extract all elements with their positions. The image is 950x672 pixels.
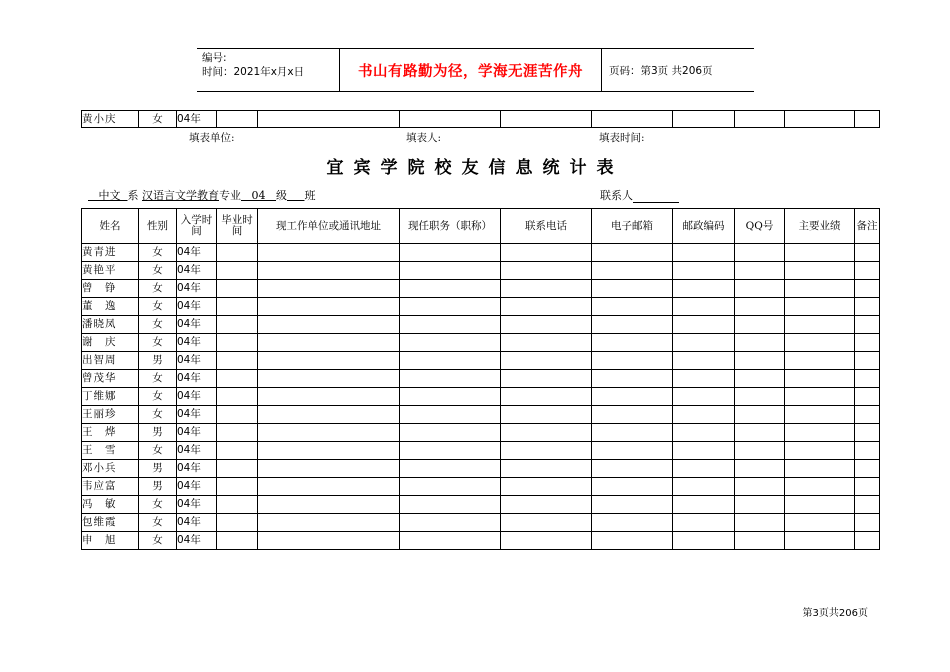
cell-empty — [400, 478, 501, 496]
motto-text: 书山有路勤为径，学海无涯苦作舟 — [358, 63, 583, 80]
cell-sex: 女 — [139, 262, 177, 280]
cell-enroll-year: 04年 — [177, 280, 217, 298]
cell-empty — [501, 388, 592, 406]
cell-empty — [400, 406, 501, 424]
cell-empty — [400, 262, 501, 280]
cell-empty — [673, 352, 735, 370]
cell-empty — [217, 316, 258, 334]
cell-empty — [735, 316, 785, 334]
table-row — [82, 370, 880, 388]
cell-empty — [258, 111, 400, 128]
cell-enroll-year: 04年 — [177, 496, 217, 514]
column-header: 电子邮箱 — [592, 209, 673, 244]
cell-empty — [673, 334, 735, 352]
major-suffix: 专业 — [219, 189, 241, 202]
cell-empty — [217, 406, 258, 424]
cell-empty — [217, 514, 258, 532]
cell-enroll-year: 04年 — [177, 334, 217, 352]
cell-empty — [592, 334, 673, 352]
page-code: 页码：第3页 共206页 — [609, 64, 713, 77]
cell-empty — [258, 478, 400, 496]
cell-enroll-year: 04年 — [177, 298, 217, 316]
cell-name: 黄青进 — [82, 244, 139, 262]
cell-empty — [258, 532, 400, 550]
cell-empty — [673, 262, 735, 280]
cell-empty — [785, 262, 855, 280]
cell-empty — [735, 280, 785, 298]
cell-empty — [592, 478, 673, 496]
cell-empty — [501, 111, 592, 128]
cell-sex: 女 — [139, 370, 177, 388]
table-row — [82, 244, 880, 262]
cell-empty — [785, 334, 855, 352]
cell-empty — [735, 370, 785, 388]
cell-empty — [735, 478, 785, 496]
cell-sex: 男 — [139, 424, 177, 442]
cell-sex: 女 — [139, 334, 177, 352]
cell-name: 王丽珍 — [82, 406, 139, 424]
cell-empty — [217, 298, 258, 316]
cell-empty — [592, 316, 673, 334]
cell-empty — [258, 244, 400, 262]
cell-empty — [400, 352, 501, 370]
cell-enroll-year: 04年 — [177, 424, 217, 442]
meta-line — [88, 187, 315, 203]
cell-empty — [785, 388, 855, 406]
cell-empty — [258, 352, 400, 370]
cell-empty — [673, 532, 735, 550]
cell-empty — [673, 298, 735, 316]
table-row — [82, 532, 880, 550]
cell-enroll-year: 04年 — [177, 316, 217, 334]
cell-name: 董 逸 — [82, 298, 139, 316]
cell-empty — [785, 370, 855, 388]
cell-empty — [592, 496, 673, 514]
cell-empty — [501, 334, 592, 352]
cell-empty — [592, 460, 673, 478]
cell-empty — [785, 532, 855, 550]
cell-empty — [592, 244, 673, 262]
header-left — [202, 51, 304, 79]
cell-empty — [501, 280, 592, 298]
cell-empty — [217, 280, 258, 298]
cell-empty — [217, 334, 258, 352]
cell-sex: 女 — [139, 244, 177, 262]
cell-name: 王 雪 — [82, 442, 139, 460]
cell-empty — [592, 532, 673, 550]
cell-name: 黄艳平 — [82, 262, 139, 280]
column-header: 邮政编码 — [673, 209, 735, 244]
cell-sex: 女 — [139, 442, 177, 460]
cell-empty — [735, 442, 785, 460]
cell-sex: 男 — [139, 460, 177, 478]
class-suffix: 班 — [304, 189, 316, 202]
cell-empty — [592, 111, 673, 128]
cell-empty — [855, 424, 880, 442]
cell-empty — [592, 442, 673, 460]
cell-empty — [785, 406, 855, 424]
fill-time-label: 填表时间: — [599, 132, 645, 144]
cell-sex: 女 — [139, 496, 177, 514]
cell-sex: 女 — [139, 514, 177, 532]
table-row — [82, 442, 880, 460]
cell-empty — [785, 478, 855, 496]
column-header: 现任职务（职称） — [400, 209, 501, 244]
cell-name: 冯 敏 — [82, 496, 139, 514]
number-label: 编号: — [202, 52, 227, 64]
cell-empty — [592, 370, 673, 388]
cell-empty — [501, 424, 592, 442]
cell-name: 出智周 — [82, 352, 139, 370]
cell-empty — [400, 111, 501, 128]
cell-empty — [735, 262, 785, 280]
contact-label: 联系人 — [600, 189, 633, 202]
cell-empty — [673, 406, 735, 424]
cell-empty — [501, 460, 592, 478]
cell-empty — [785, 514, 855, 532]
cell-empty — [673, 244, 735, 262]
cell-empty — [400, 388, 501, 406]
table-row — [82, 352, 880, 370]
cell-empty — [855, 388, 880, 406]
cell-empty — [785, 442, 855, 460]
cell-empty — [735, 388, 785, 406]
cell-empty — [673, 388, 735, 406]
cell-name: 韦应富 — [82, 478, 139, 496]
cell-empty — [592, 388, 673, 406]
cell-empty — [400, 334, 501, 352]
cell-empty — [855, 460, 880, 478]
cell-empty — [258, 370, 400, 388]
cell-empty — [400, 532, 501, 550]
cell-empty — [855, 280, 880, 298]
cell-empty — [855, 496, 880, 514]
cell-enroll-year: 04年 — [177, 370, 217, 388]
cell-empty — [785, 298, 855, 316]
cell-empty — [217, 370, 258, 388]
table-row — [82, 460, 880, 478]
cell-empty — [735, 334, 785, 352]
cell-empty — [217, 244, 258, 262]
cell-empty — [258, 514, 400, 532]
page-footer: 第3页共206页 — [802, 608, 868, 619]
cell-empty — [785, 496, 855, 514]
cell-empty — [258, 334, 400, 352]
cell-enroll-year: 04年 — [177, 460, 217, 478]
cell-enroll-year: 04年 — [177, 262, 217, 280]
cell-empty — [673, 316, 735, 334]
cell-empty — [258, 424, 400, 442]
cell-enroll-year: 04年 — [177, 532, 217, 550]
cell-empty — [217, 352, 258, 370]
grade-value: 04 — [251, 189, 266, 202]
table-row — [82, 496, 880, 514]
cell-empty — [855, 478, 880, 496]
cell-empty — [735, 111, 785, 128]
cell-empty — [673, 424, 735, 442]
column-header: 主要业绩 — [785, 209, 855, 244]
table-row — [82, 334, 880, 352]
cell-name: 潘晓凤 — [82, 316, 139, 334]
cell-empty — [592, 298, 673, 316]
cell-empty — [673, 370, 735, 388]
cell-empty — [785, 244, 855, 262]
cell-sex: 女 — [139, 280, 177, 298]
cell-name: 曾茂华 — [82, 370, 139, 388]
table-row — [82, 298, 880, 316]
cell-name: 王 烨 — [82, 424, 139, 442]
cell-empty — [501, 262, 592, 280]
table-row — [82, 388, 880, 406]
document-header — [197, 48, 754, 92]
cell-empty — [258, 460, 400, 478]
cell-empty — [735, 514, 785, 532]
fill-person-label: 填表人: — [406, 132, 442, 144]
cell-empty — [400, 496, 501, 514]
cell-empty — [501, 442, 592, 460]
column-header: 备注 — [855, 209, 880, 244]
cell-sex: 女 — [139, 111, 177, 128]
cell-empty — [735, 532, 785, 550]
cell-empty — [855, 334, 880, 352]
cell-empty — [217, 496, 258, 514]
grade-suffix: 级 — [276, 189, 287, 202]
cell-empty — [217, 111, 258, 128]
cell-empty — [855, 514, 880, 532]
cell-empty — [217, 424, 258, 442]
cell-empty — [785, 424, 855, 442]
cell-empty — [258, 496, 400, 514]
cell-enroll-year: 04年 — [177, 514, 217, 532]
cell-empty — [217, 442, 258, 460]
cell-empty — [501, 496, 592, 514]
dept-value: 中文 — [98, 189, 121, 202]
cell-empty — [855, 442, 880, 460]
table-header-row — [82, 209, 880, 244]
cell-sex: 男 — [139, 478, 177, 496]
column-header: 联系电话 — [501, 209, 592, 244]
cell-name: 申 旭 — [82, 532, 139, 550]
cell-empty — [785, 352, 855, 370]
time-label: 时间：2021年x月x日 — [202, 66, 305, 78]
cell-empty — [785, 280, 855, 298]
cell-empty — [855, 532, 880, 550]
table-row — [82, 478, 880, 496]
column-header: 性别 — [139, 209, 177, 244]
table-row — [82, 280, 880, 298]
cell-empty — [855, 352, 880, 370]
cell-enroll-year: 04年 — [177, 111, 217, 128]
cell-empty — [217, 478, 258, 496]
cell-empty — [673, 460, 735, 478]
table-row — [82, 514, 880, 532]
cell-empty — [400, 244, 501, 262]
cell-empty — [673, 478, 735, 496]
cell-empty — [785, 460, 855, 478]
cell-empty — [592, 406, 673, 424]
cell-empty — [673, 280, 735, 298]
cell-empty — [258, 316, 400, 334]
table-row — [82, 316, 880, 334]
major-value: 汉语言文学教育 — [142, 189, 219, 202]
cell-empty — [501, 352, 592, 370]
contact-field — [600, 187, 679, 203]
cell-enroll-year: 04年 — [177, 406, 217, 424]
cell-empty — [735, 460, 785, 478]
table-row — [82, 262, 880, 280]
cell-enroll-year: 04年 — [177, 442, 217, 460]
cell-empty — [735, 496, 785, 514]
cell-empty — [592, 262, 673, 280]
cell-sex: 女 — [139, 388, 177, 406]
cell-empty — [592, 280, 673, 298]
cell-empty — [501, 298, 592, 316]
page-title: 宜宾学院校友信息统计表 — [326, 158, 624, 178]
contact-blank — [633, 191, 679, 203]
alumni-table — [81, 208, 880, 550]
cell-empty — [258, 262, 400, 280]
cell-empty — [855, 406, 880, 424]
cell-empty — [400, 280, 501, 298]
cell-empty — [400, 442, 501, 460]
fill-unit-label: 填表单位: — [189, 132, 235, 144]
cell-empty — [501, 316, 592, 334]
cell-empty — [673, 496, 735, 514]
cell-name: 黄小庆 — [82, 111, 139, 128]
class-value — [287, 189, 304, 202]
table-row — [82, 406, 880, 424]
cell-name: 丁维娜 — [82, 388, 139, 406]
cell-empty — [258, 298, 400, 316]
cell-empty — [785, 316, 855, 334]
cell-empty — [673, 442, 735, 460]
cell-sex: 女 — [139, 532, 177, 550]
table-row — [82, 424, 880, 442]
cell-sex: 女 — [139, 298, 177, 316]
cell-empty — [501, 514, 592, 532]
cell-empty — [735, 424, 785, 442]
top-continuation-table — [81, 110, 880, 128]
cell-empty — [258, 280, 400, 298]
cell-empty — [258, 388, 400, 406]
cell-empty — [592, 352, 673, 370]
cell-empty — [217, 262, 258, 280]
cell-empty — [735, 406, 785, 424]
cell-enroll-year: 04年 — [177, 244, 217, 262]
cell-empty — [400, 370, 501, 388]
cell-empty — [785, 111, 855, 128]
cell-empty — [592, 424, 673, 442]
cell-empty — [501, 478, 592, 496]
cell-empty — [217, 460, 258, 478]
column-header: 入学时间 — [177, 209, 217, 244]
cell-enroll-year: 04年 — [177, 478, 217, 496]
cell-empty — [217, 388, 258, 406]
column-header: 现工作单位或通讯地址 — [258, 209, 400, 244]
cell-empty — [400, 316, 501, 334]
cell-empty — [855, 316, 880, 334]
cell-name: 曾 铮 — [82, 280, 139, 298]
cell-empty — [501, 406, 592, 424]
cell-empty — [400, 514, 501, 532]
cell-empty — [258, 442, 400, 460]
cell-empty — [258, 406, 400, 424]
cell-empty — [217, 532, 258, 550]
cell-sex: 女 — [139, 406, 177, 424]
cell-sex: 女 — [139, 316, 177, 334]
cell-empty — [400, 460, 501, 478]
cell-empty — [673, 514, 735, 532]
cell-empty — [735, 298, 785, 316]
cell-name: 谢 庆 — [82, 334, 139, 352]
cell-empty — [855, 244, 880, 262]
cell-name: 邓小兵 — [82, 460, 139, 478]
cell-enroll-year: 04年 — [177, 388, 217, 406]
cell-empty — [735, 244, 785, 262]
column-header: 毕业时间 — [217, 209, 258, 244]
cell-sex: 男 — [139, 352, 177, 370]
cell-empty — [855, 298, 880, 316]
cell-empty — [592, 514, 673, 532]
column-header: 姓名 — [82, 209, 139, 244]
cell-empty — [855, 370, 880, 388]
cell-empty — [735, 352, 785, 370]
table-row — [82, 111, 880, 128]
cell-name: 包维霞 — [82, 514, 139, 532]
dept-suffix: 系 — [127, 189, 139, 202]
cell-empty — [400, 424, 501, 442]
column-header: QQ号 — [735, 209, 785, 244]
cell-empty — [855, 262, 880, 280]
header-divider — [601, 49, 602, 91]
cell-enroll-year: 04年 — [177, 352, 217, 370]
cell-empty — [855, 111, 880, 128]
cell-empty — [501, 370, 592, 388]
cell-empty — [501, 244, 592, 262]
cell-empty — [501, 532, 592, 550]
cell-empty — [673, 111, 735, 128]
cell-empty — [400, 298, 501, 316]
